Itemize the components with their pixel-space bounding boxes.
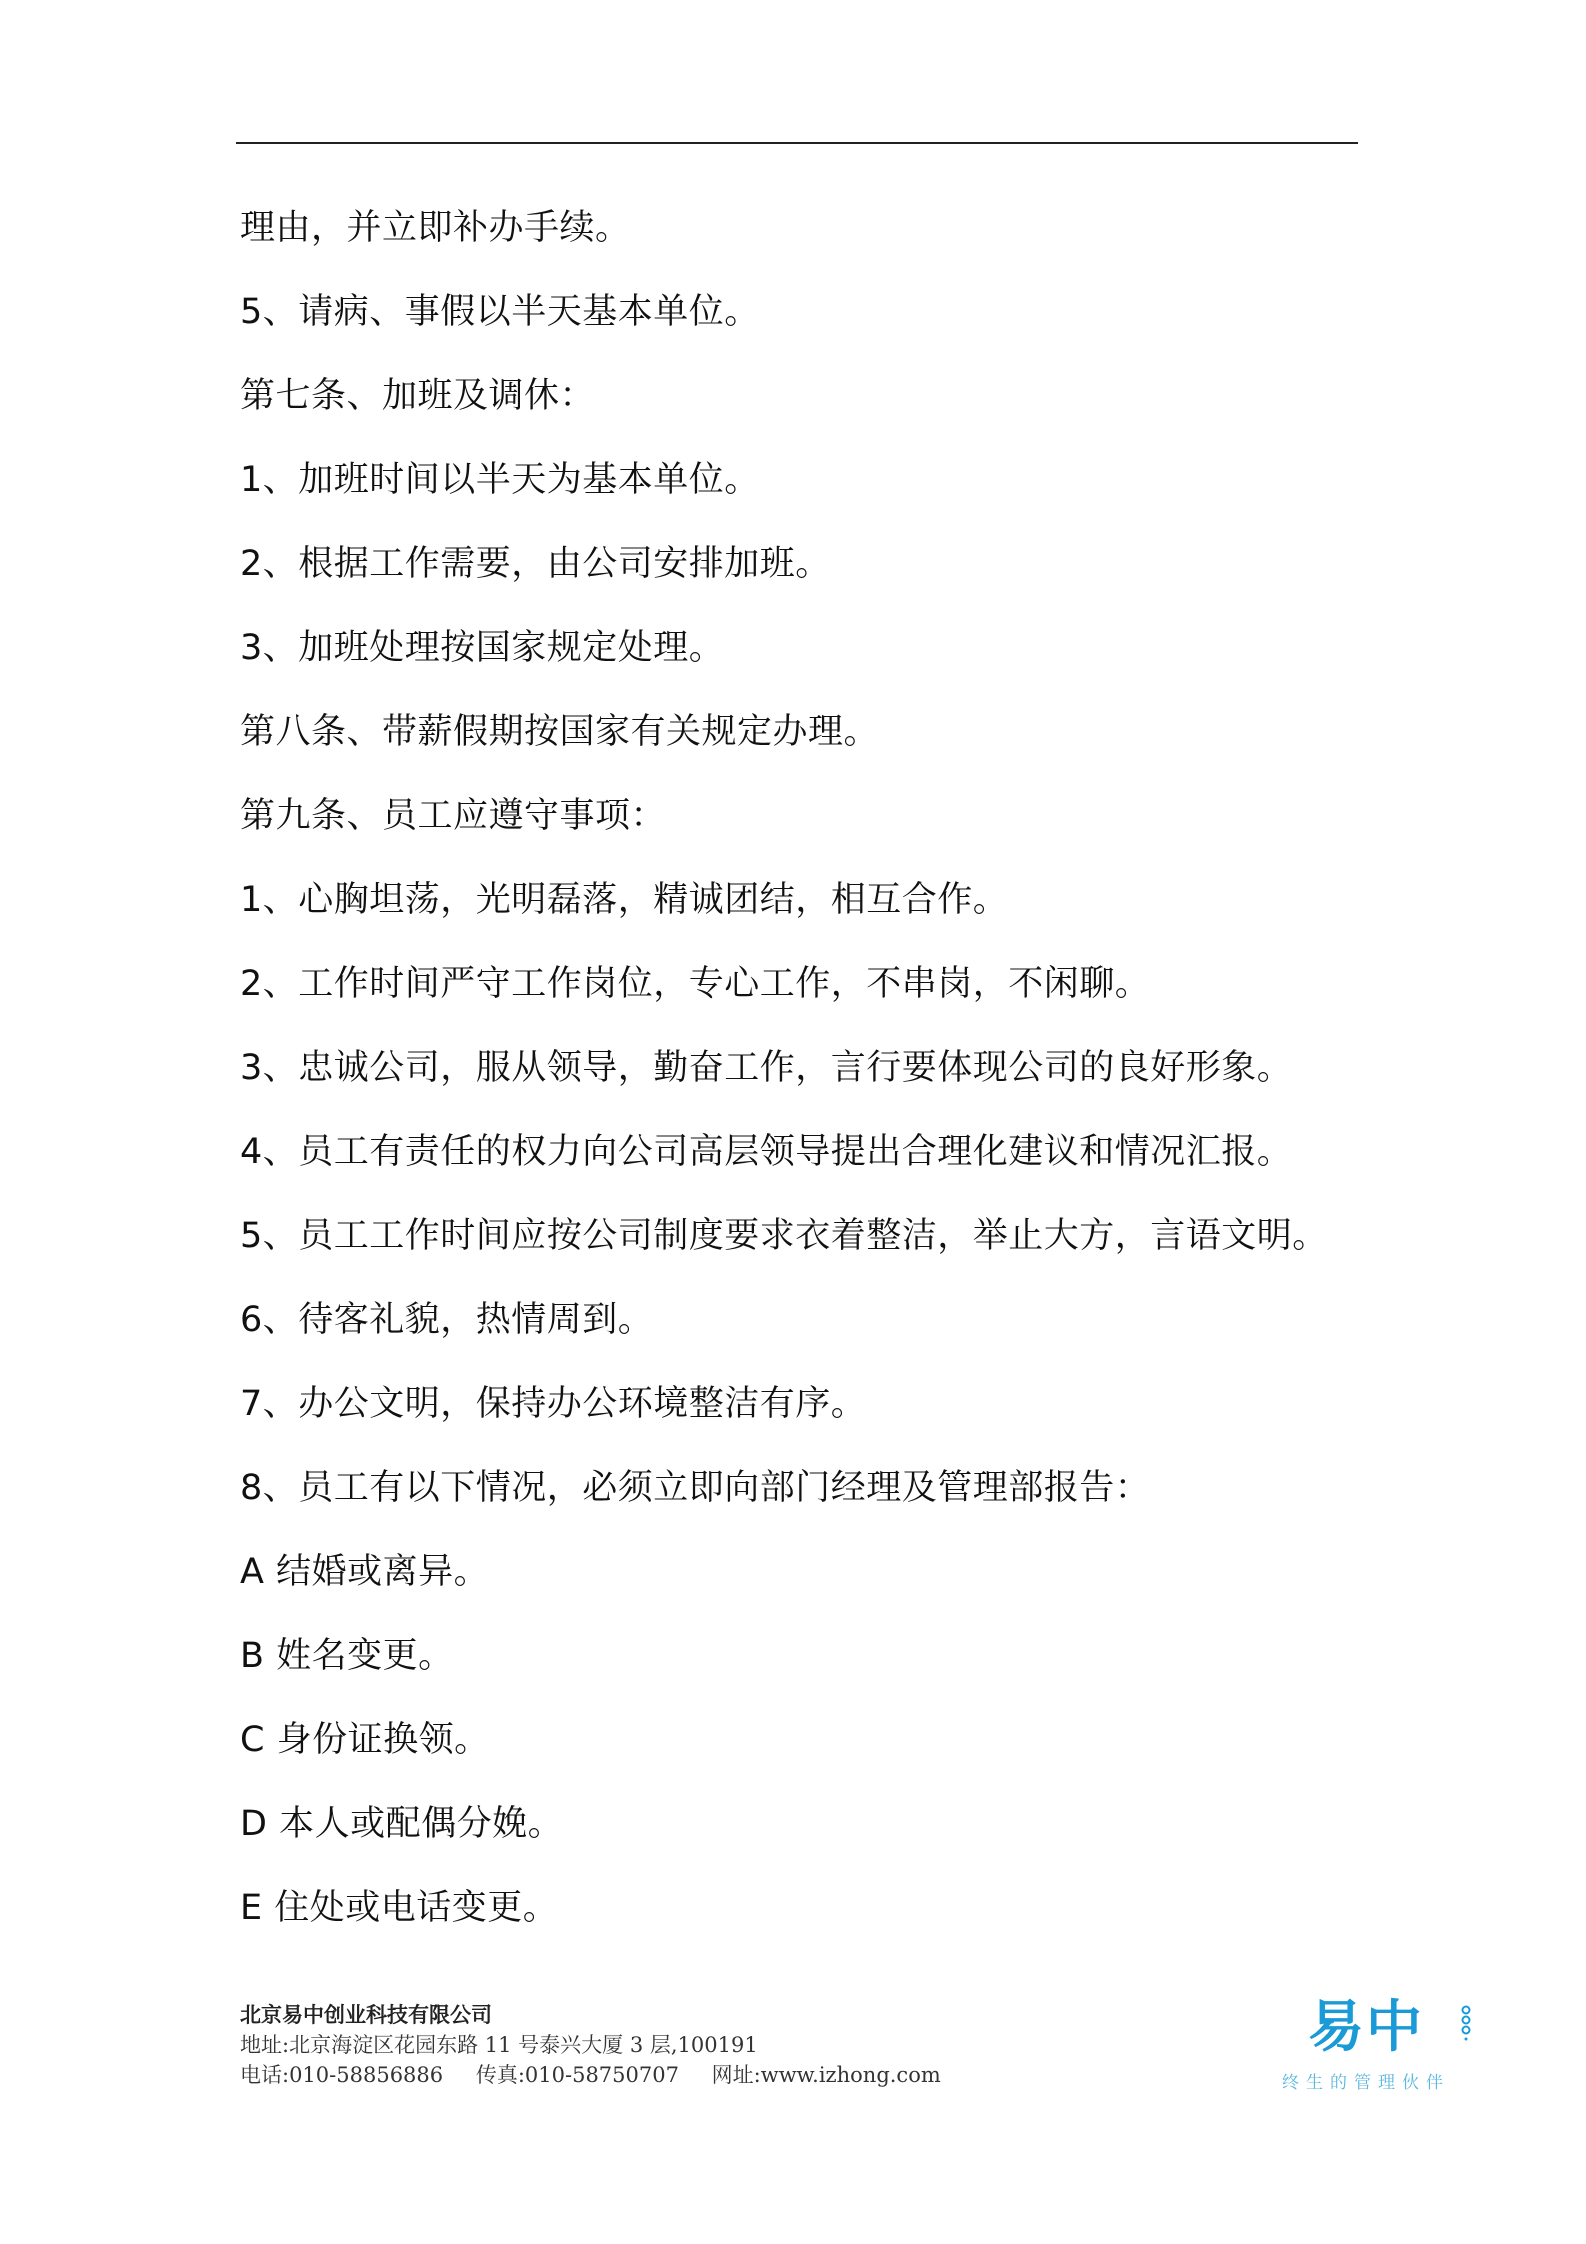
- body-line: 1、心胸坦荡，光明磊落，精诚团结，相互合作。: [240, 880, 1009, 920]
- body-line: 1、加班时间以半天为基本单位。: [240, 460, 760, 500]
- footer-contact: [240, 2060, 967, 2090]
- company-logo: [1282, 1996, 1482, 2096]
- logo-tagline: 终生的管理伙伴: [1282, 2073, 1450, 2093]
- list-item: E 住处或电话变更。: [240, 1888, 559, 1928]
- body-line: 3、加班处理按国家规定处理。: [240, 628, 725, 668]
- footer-website: 网址:www.izhong.com: [711, 2063, 941, 2087]
- document-body: [240, 196, 1370, 1960]
- footer-address: 地址:北京海淀区花园东路 11 号泰兴大厦 3 层,100191: [240, 2033, 758, 2057]
- body-line: 5、请病、事假以半天基本单位。: [240, 292, 760, 332]
- logo-wordmark: 易中: [1308, 1995, 1424, 2060]
- list-item: A 结婚或离异。: [240, 1552, 490, 1592]
- body-line: 理由，并立即补办手续。: [240, 208, 631, 248]
- body-line: 4、员工有责任的权力向公司高层领导提出合理化建议和情况汇报。: [240, 1132, 1293, 1172]
- list-item: B 姓名变更。: [240, 1636, 454, 1676]
- body-line: 2、根据工作需要，由公司安排加班。: [240, 544, 831, 584]
- section-heading: 第九条、员工应遵守事项：: [240, 796, 667, 836]
- logo-dots-icon: [1460, 2004, 1472, 2044]
- body-line: 2、工作时间严守工作岗位，专心工作，不串岗，不闲聊。: [240, 964, 1151, 1004]
- footer-phone: 电话:010-58856886: [240, 2063, 444, 2087]
- body-line: 5、员工工作时间应按公司制度要求衣着整洁，举止大方，言语文明。: [240, 1216, 1328, 1256]
- body-line: 8、员工有以下情况，必须立即向部门经理及管理部报告：: [240, 1468, 1151, 1508]
- body-line: 6、待客礼貌，热情周到。: [240, 1300, 654, 1340]
- footer-fax: 传真:010-58750707: [475, 2063, 679, 2087]
- section-heading: 第八条、带薪假期按国家有关规定办理。: [240, 712, 880, 752]
- body-line: 7、办公文明，保持办公环境整洁有序。: [240, 1384, 867, 1424]
- list-item: D 本人或配偶分娩。: [240, 1804, 564, 1844]
- page-footer: [240, 2000, 967, 2090]
- body-line: 3、忠诚公司，服从领导，勤奋工作，言行要体现公司的良好形象。: [240, 1048, 1293, 1088]
- section-heading: 第七条、加班及调休：: [240, 376, 596, 416]
- header-rule: [236, 142, 1358, 144]
- list-item: C 身份证换领。: [240, 1720, 490, 1760]
- footer-company: 北京易中创业科技有限公司: [240, 2002, 492, 2027]
